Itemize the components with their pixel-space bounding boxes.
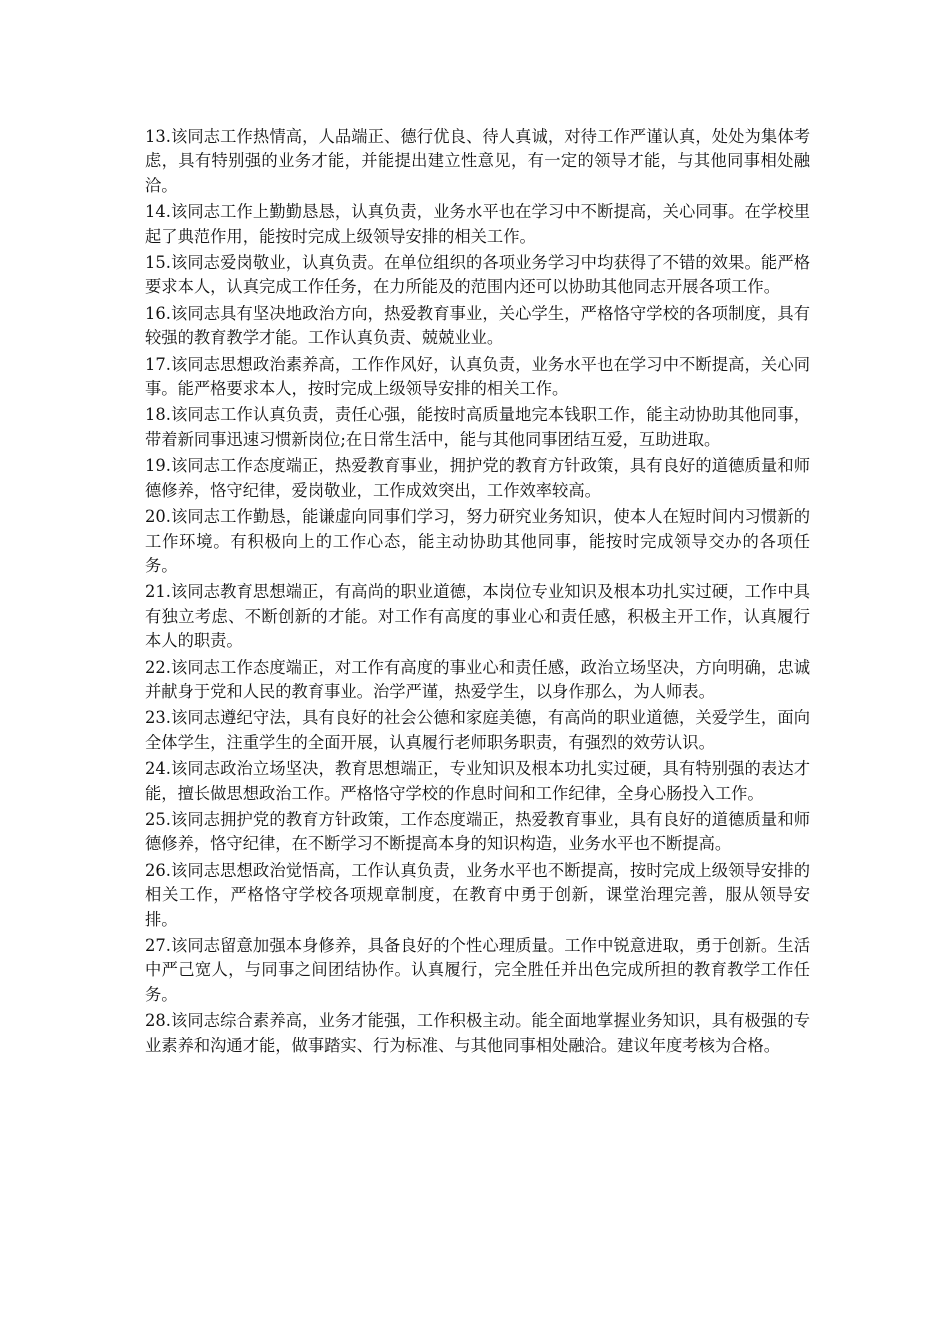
- evaluation-paragraph-21: 21.该同志教育思想端正，有高尚的职业道德，本岗位专业知识及根本功扎实过硬，工作中具有独立考虑、不断创新的才能。对工作有高度的事业心和责任感，积极主开工作，认真履行本人的职责。: [145, 582, 810, 651]
- evaluation-paragraph-15: 15.该同志爱岗敬业，认真负责。在单位组织的各项业务学习中均获得了不错的效果。能严格要求本人，认真完成工作任务，在力所能及的范围内还可以协助其他同志开展各项工作。: [145, 253, 810, 297]
- evaluation-paragraph-26: 26.该同志思想政治觉悟高，工作认真负责，业务水平也不断提高，按时完成上级领导安排的相关工作，严格恪守学校各项规章制度，在教育中勇于创新，课堂治理完善，服从领导安排。: [145, 860, 810, 929]
- document-body: [145, 125, 810, 1060]
- evaluation-paragraph-24: 24.该同志政治立场坚决，教育思想端正，专业知识及根本功扎实过硬，具有特别强的表达才能，擅长做思想政治工作。严格恪守学校的作息时间和工作纪律，全身心肠投入工作。: [145, 759, 810, 803]
- evaluation-paragraph-14: 14.该同志工作上勤勤恳恳，认真负责，业务水平也在学习中不断提高，关心同事。在学校里起了典范作用，能按时完成上级领导安排的相关工作。: [145, 202, 810, 246]
- evaluation-paragraph-28: 28.该同志综合素养高，业务才能强，工作积极主动。能全面地掌握业务知识，具有极强的专业素养和沟通才能，做事踏实、行为标准、与其他同事相处融洽。建议年度考核为合格。: [145, 1011, 810, 1055]
- evaluation-paragraph-27: 27.该同志留意加强本身修养，具备良好的个性心理质量。工作中锐意进取，勇于创新。生活中严己宽人，与同事之间团结协作。认真履行，完全胜任并出色完成所担的教育教学工作任务。: [145, 936, 810, 1004]
- evaluation-paragraph-19: 19.该同志工作态度端正，热爱教育事业，拥护党的教育方针政策，具有良好的道德质量和师德修养，恪守纪律，爱岗敬业，工作成效突出，工作效率较高。: [145, 456, 810, 500]
- evaluation-paragraph-23: 23.该同志遵纪守法，具有良好的社会公德和家庭美德，有高尚的职业道德，关爱学生，面向全体学生，注重学生的全面开展，认真履行老师职务职责，有强烈的效劳认识。: [145, 708, 810, 752]
- evaluation-paragraph-20: 20.该同志工作勤恳，能谦虚向同事们学习，努力研究业务知识，使本人在短时间内习惯新的工作环境。有积极向上的工作心态，能主动协助其他同事，能按时完成领导交办的各项任务。: [145, 507, 810, 575]
- evaluation-paragraph-18: 18.该同志工作认真负责，责任心强，能按时高质量地完本钱职工作，能主动协助其他同事，带着新同事迅速习惯新岗位;在日常生活中，能与其他同事团结互爱，互助进取。: [145, 405, 810, 449]
- evaluation-paragraph-17: 17.该同志思想政治素养高，工作作风好，认真负责，业务水平也在学习中不断提高，关心同事。能严格要求本人，按时完成上级领导安排的相关工作。: [145, 354, 810, 399]
- evaluation-paragraph-25: 25.该同志拥护党的教育方针政策，工作态度端正，热爱教育事业，具有良好的道德质量和师德修养，恪守纪律，在不断学习不断提高本身的知识构造，业务水平也不断提高。: [145, 809, 810, 854]
- evaluation-paragraph-16: 16.该同志具有坚决地政治方向，热爱教育事业，关心学生，严格恪守学校的各项制度，具有较强的教育教学才能。工作认真负责、兢兢业业。: [145, 303, 810, 348]
- evaluation-paragraph-22: 22.该同志工作态度端正，对工作有高度的事业心和责任感，政治立场坚决，方向明确，忠诚并献身于党和人民的教育事业。治学严谨，热爱学生，以身作那么，为人师表。: [145, 657, 810, 701]
- evaluation-paragraph-13: 13.该同志工作热情高，人品端正、德行优良、待人真诚，对待工作严谨认真，处处为集体考虑，具有特别强的业务才能，并能提出建立性意见，有一定的领导才能，与其他同事相处融洽。: [145, 127, 810, 195]
